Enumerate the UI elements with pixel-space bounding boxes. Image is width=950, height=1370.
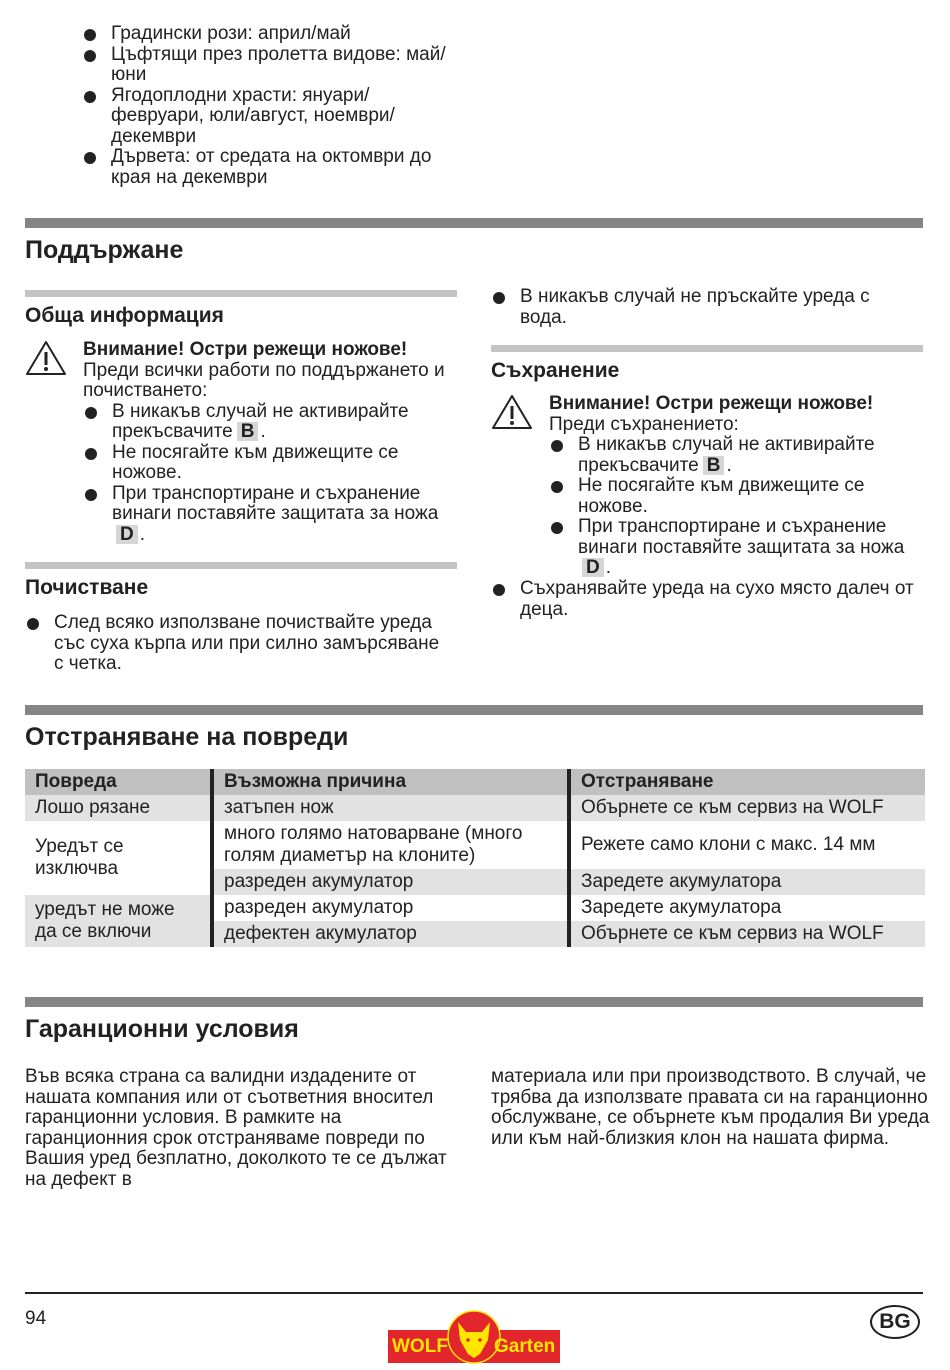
part-ref-b: B [237,422,259,441]
warning-icon [491,394,533,430]
cause-cell: затъпен нож [212,795,569,821]
section-title-maintenance: Поддържане [25,236,184,264]
subsection-title-storage: Съхранение [491,359,620,382]
fault-cell: Уредът се изключва [35,836,124,879]
list-item: Не посягайте към движещите се ножове. [549,476,931,517]
section-divider [25,705,923,715]
table-row [25,795,925,821]
bullet-icon [551,522,563,534]
warning-block-storage [491,394,931,579]
warning-text: Преди всички работи по поддържането и почистването: [83,359,445,401]
warning-list [83,402,465,546]
section-divider [25,997,923,1007]
wolf-garten-logo [388,1310,560,1365]
list-item: Не посягайте към движещите се ножове. [83,443,465,484]
part-ref-d: D [582,558,604,577]
bullet-icon [85,448,97,460]
subsection-divider [491,345,923,352]
cleaning-list [25,613,445,675]
water-list [491,287,921,328]
section-divider [25,218,923,228]
warning-text: Преди съхранението: [549,413,739,435]
section-title-warranty: Гаранционни условия [25,1015,299,1043]
warning-list [549,435,931,579]
bullet-icon [493,584,505,596]
bullet-icon [84,152,96,164]
logo-text-wolf: WOLF [392,1336,448,1357]
column-header: Отстраняване [569,769,925,795]
warranty-text-col1: Във всяка страна са валидни издадените от нашата компания или от съответния вносител гаранционни условия. В рамките на гаранционния срок отстраняваме повреди по Вашия уред безплатно, доколкото те се дължат на дефект в [25,1066,447,1190]
language-badge: BG [870,1305,920,1339]
list-item: В никакъв случай не активирайте прекъсвачите B . [83,402,465,443]
fault-cell: уредът не може да се включи [25,895,212,947]
intro-list [82,24,462,188]
cause-cell: разреден акумулатор [212,895,569,921]
column-header: Възможна причина [212,769,569,795]
bullet-icon [85,489,97,501]
table-header-row [25,769,925,795]
remedy-cell: Заредете акумулатора [569,895,925,921]
column-header: Повреда [25,769,212,795]
subsection-title-cleaning: Почистване [25,576,149,599]
list-item: Градински рози: април/май [82,24,462,45]
part-ref-d: D [116,525,138,544]
remedy-cell: Обърнете се към сервиз на WOLF [569,795,925,821]
subsection-divider [25,562,457,569]
remedy-cell: Режете само клони с макс. 14 мм [569,821,925,869]
bullet-icon [84,91,96,103]
footer-divider [25,1292,923,1294]
bullet-icon [27,618,39,630]
list-item: След всяко използване почиствайте уреда със суха кърпа или при силно замърсяване с четка. [25,613,445,675]
list-item: Дървета: от средата на октомври до края на декември [82,147,462,188]
subsection-title-general: Обща информация [25,304,224,327]
subsection-divider [25,290,457,297]
logo-text-garten: Garten [494,1336,556,1357]
bullet-icon [493,292,505,304]
part-ref-b: B [703,456,725,475]
bullet-icon [84,50,96,62]
bullet-icon [84,29,96,41]
list-item: В никакъв случай не пръскайте уреда с вода. [491,287,921,328]
cause-cell: дефектен акумулатор [212,921,569,947]
storage-extra-list [491,579,926,620]
cause-cell: много голямо натоварване (много голям диаметър на клоните) [212,821,569,869]
troubleshooting-table [25,769,925,947]
warning-title: Внимание! Остри режещи ножове! [549,393,874,414]
cause-cell: разреден акумулатор [212,869,569,895]
table-row [25,895,925,921]
list-item: При транспортиране и съхранение винаги поставяйте защитата за ножаD . [83,484,465,546]
bullet-icon [551,440,563,452]
fault-cell: Лошо рязане [25,795,212,821]
warning-title: Внимание! Остри режещи ножове! [83,339,408,360]
remedy-cell: Обърнете се към сервиз на WOLF [569,921,925,947]
section-title-troubleshooting: Отстраняване на повреди [25,723,349,751]
list-item: Цъфтящи през пролетта видове: май/юни [82,45,462,86]
list-item: Съхранявайте уреда на сухо място далеч от деца. [491,579,926,620]
warning-block-general [25,340,465,545]
table-row [25,821,925,869]
list-item: Ягодоплодни храсти: януари/февруари, юли/август, ноември/декември [82,86,462,148]
warranty-text-col2: материала или при производството. В случай, че трябва да използвате правата си на гаранционно обслужване, се обърнете към продалия Ви уреда или към най-близкия клон на нашата фирма. [491,1066,930,1149]
list-item: В никакъв случай не активирайте прекъсвачите B . [549,435,931,476]
bullet-icon [551,481,563,493]
page-number: 94 [25,1308,47,1329]
bullet-icon [85,407,97,419]
remedy-cell: Заредете акумулатора [569,869,925,895]
warning-icon [25,340,67,376]
list-item: При транспортиране и съхранение винаги поставяйте защитата за ножаD . [549,517,931,579]
